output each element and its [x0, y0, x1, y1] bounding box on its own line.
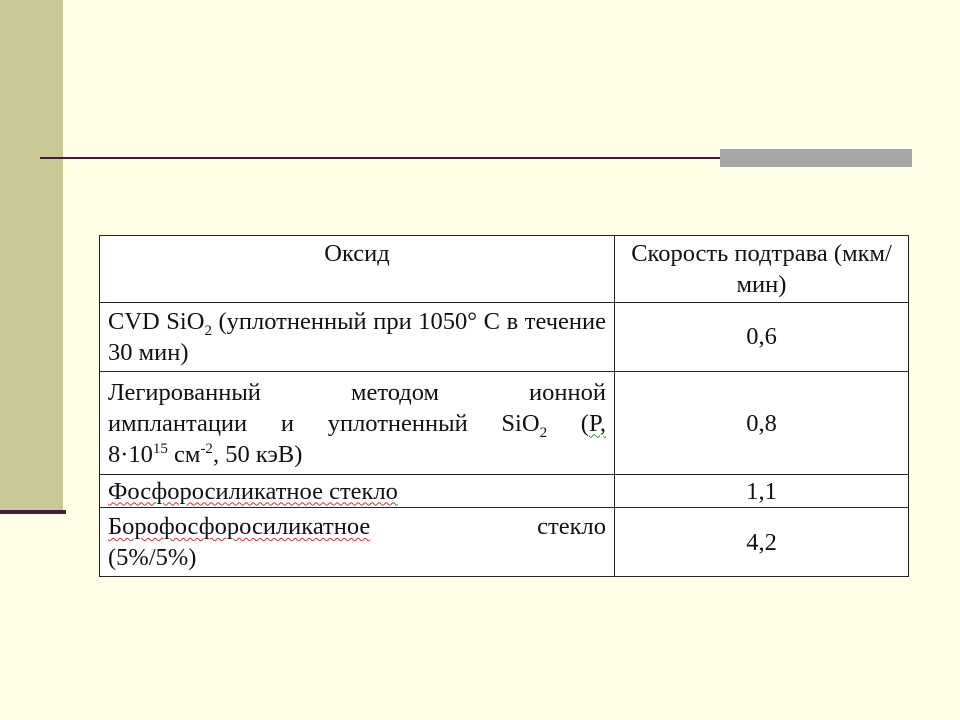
rate-cell: 0,8 — [615, 372, 909, 475]
subscript: 2 — [539, 424, 548, 441]
oxide-text: (уплотненный при 1050° C в течение 30 мин) — [108, 307, 606, 366]
oxide-cell — [100, 475, 615, 508]
rate-cell: 0,6 — [615, 302, 909, 372]
oxide-line — [108, 439, 606, 470]
oxide-text: , 50 кэВ) — [212, 440, 303, 468]
header-oxide: Оксид — [100, 236, 615, 303]
rate-cell: 1,1 — [615, 475, 909, 508]
oxide-text: Фосфоросиликатное стекло — [108, 477, 398, 505]
oxide-line — [108, 511, 606, 542]
oxide-cell — [100, 508, 615, 577]
superscript: 15 — [152, 440, 168, 457]
oxide-text: имплантации и уплотненный SiO — [108, 409, 540, 437]
subscript: 2 — [204, 322, 212, 339]
title-accent-block — [720, 149, 912, 167]
oxide-line: (5%/5%) — [108, 544, 197, 572]
oxide-text: 8·10 — [108, 440, 153, 468]
oxide-text: ( — [547, 409, 589, 437]
left-accent-bar — [0, 0, 63, 512]
rate-cell: 4,2 — [615, 508, 909, 577]
superscript: -2 — [200, 440, 213, 457]
oxide-text: Борофосфоросиликатное — [108, 513, 371, 541]
header-etch-rate: Скорость подтрава (мкм/мин) — [615, 236, 909, 303]
oxide-line — [108, 408, 606, 439]
oxide-text: стекло — [537, 513, 606, 541]
table-row — [100, 372, 909, 475]
oxide-line: Легированный методом ионной — [108, 378, 606, 406]
left-accent-underline — [0, 510, 66, 514]
table-header-row — [100, 236, 909, 303]
etch-rate-table — [99, 235, 909, 577]
table-row — [100, 475, 909, 508]
oxide-cell — [100, 302, 615, 372]
oxide-text: P, — [588, 409, 606, 437]
table-row — [100, 508, 909, 577]
oxide-text: см — [167, 440, 201, 468]
oxide-text: CVD SiO — [108, 307, 205, 335]
oxide-cell — [100, 372, 615, 475]
table-row — [100, 302, 909, 372]
